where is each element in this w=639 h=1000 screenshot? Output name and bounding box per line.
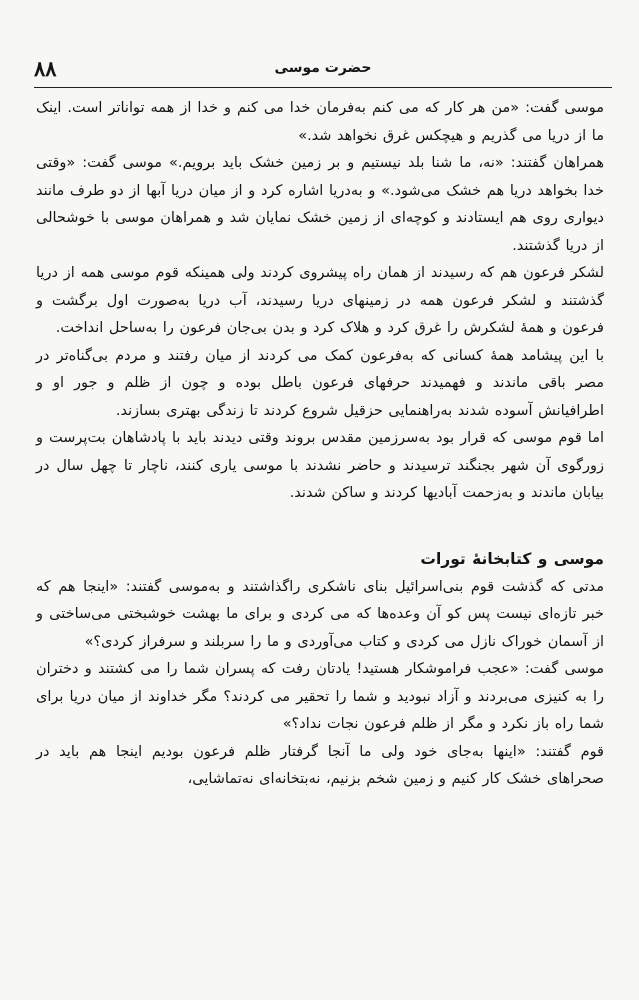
page-body <box>36 95 604 794</box>
page-header <box>34 56 612 84</box>
page-number: ۸۸ <box>34 56 57 81</box>
section-heading: موسی و کتابخانهٔ تورات <box>420 549 604 568</box>
paragraph: اما قوم موسی که قرار بود به‌سرزمین مقدس بروند وقتی دیدند باید با پادشاهان بت‌پرست و زورگوی آن شهر بجنگند ترسیدند و حاضر نشدند با موسی یاری کنند، ناچار تا چهل سال در بیابان ماندند و به‌زحمت آبادیها کردند و ساکن شدند. <box>36 430 604 501</box>
paragraph: موسی گفت: «عجب فراموشکار هستید! یادتان رفت که پسران شما را می کشتند و دختران را به کنیزی می‌بردند و آزاد نبودید و شما را تحقیر می کردند؟ مگر خداوند از میان دریا برای شما راه باز نکرد و مگر از ظلم فرعون نجات نداد؟» <box>36 661 604 732</box>
paragraph: لشکر فرعون هم که رسیدند از همان راه پیشروی کردند ولی همینکه قوم موسی همه از دریا گذشتند و لشکر فرعون همه در زمینهای دریا رسیدند، آب دریا به‌صورت اول برگشت و فرعون و همهٔ لشکرش را غرق کرد و هلاک کرد و بدن بی‌جان فرعون را به‌ساحل انداخت. <box>36 265 604 336</box>
paragraph: قوم گفتند: «اینها به‌جای خود ولی ما آنجا گرفتار ظلم فرعون بودیم اینجا هم باید در صحراهای خشک کار کنیم و زمین شخم بزنیم، نه‌بتخانه‌ای نه‌تماشایی، <box>36 743 604 787</box>
running-title: حضرت موسی <box>274 60 372 76</box>
paragraph: همراهان گفتند: «نه، ما شنا بلد نیستیم و بر زمین خشک باید برویم.» موسی گفت: «وقتی خدا بخواهد دریا هم خشک می‌شود.» و به‌دریا اشاره کرد و از میان دریا آبها از دو طرف مانند دیواری روی هم ایستادند و کوچه‌ای از زمین خشک نمایان شد و همراهان موسی با خوشحالی از دریا گذشتند. <box>36 155 604 254</box>
paragraph: مدتی که گذشت قوم بنی‌اسرائیل بنای ناشکری راگذاشتند و به‌موسی گفتند: «اینجا هم که خبر تازه‌ای نیست پس کو آن وعده‌ها که می کردی و برای ما بهشت خوشبختی می‌ساختی و از آسمان خوراک نازل می کردی و کتاب می‌آوردی و ما را سربلند و سرفراز کردی؟» <box>36 578 604 650</box>
paragraph: موسی گفت: «من هر کار که می کنم به‌فرمان خدا می کنم و خدا از همه تواناتر است. اینک ما از دریا می گذریم و هیچکس غرق نخواهد شد.» <box>36 100 604 144</box>
section-gap <box>36 508 604 544</box>
paragraph: با این پیشامد همهٔ کسانی که به‌فرعون کمک می کردند از میان رفتند و مردم بی‌گناه‌تر در مصر باقی ماندند و فهمیدند حرفهای فرعون باطل بوده و چون از ظلم و جور او و اطرافیانش آسوده شدند به‌راهنمایی حزقیل شروع کردند تا زندگی بهتری بسازند. <box>36 347 604 419</box>
header-divider <box>34 87 612 88</box>
